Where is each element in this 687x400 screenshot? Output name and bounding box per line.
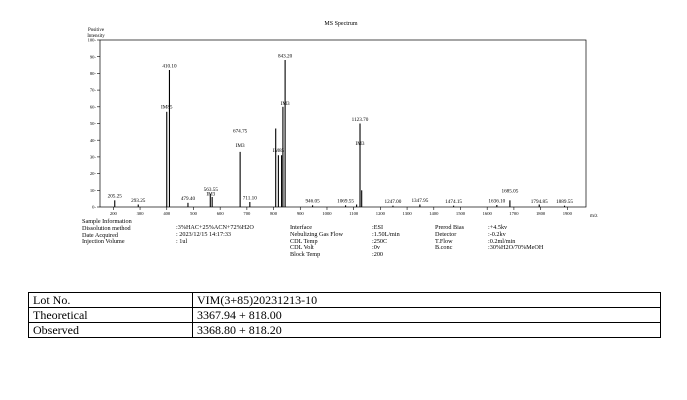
x-tick-label: 600 bbox=[216, 211, 224, 216]
peak-label: 1889.55 bbox=[556, 198, 573, 205]
peak-label: 205.25 bbox=[107, 193, 122, 200]
instrument-col1-labels bbox=[290, 225, 343, 259]
t-flow-value: :0.2ml/min bbox=[488, 237, 516, 245]
table-row bbox=[29, 293, 661, 308]
cdl-volt-value: :0v bbox=[372, 244, 380, 252]
x-tick-label: 1100 bbox=[349, 211, 359, 216]
instrument-col1-values bbox=[372, 225, 400, 259]
table-row bbox=[29, 308, 661, 323]
peak-annotation: IM85 bbox=[272, 147, 285, 154]
sample-info-labels bbox=[82, 219, 132, 246]
peak-annotations bbox=[161, 101, 365, 197]
b-conc-label: B.conc bbox=[435, 244, 453, 252]
peak-labels bbox=[108, 53, 574, 205]
peak-label: 410.10 bbox=[162, 63, 177, 70]
sample-info-values bbox=[176, 225, 254, 245]
x-tick-label: 1500 bbox=[455, 211, 466, 216]
x-tick-label: 400 bbox=[163, 211, 171, 216]
x-tick-label: 1600 bbox=[482, 211, 492, 216]
observed-value: 3368.80 + 818.20 bbox=[193, 323, 661, 338]
lot-no-label: Lot No. bbox=[29, 293, 193, 308]
t-flow-label: T.Flow bbox=[435, 237, 453, 245]
peak-label: 1794.85 bbox=[530, 198, 548, 205]
dissolution-method-label: Dissolution method bbox=[82, 224, 131, 232]
x-tick-label: 200 bbox=[109, 211, 117, 216]
injection-volume-value: : 1ul bbox=[176, 237, 188, 245]
detector-label: Detector bbox=[435, 230, 457, 238]
nebulizing-gas-flow-value: :1.50L/min bbox=[372, 230, 400, 238]
cdl-temp-value: :250C bbox=[372, 237, 388, 245]
x-tick-label: 900 bbox=[296, 211, 304, 216]
x-tick-label: 1700 bbox=[509, 211, 519, 216]
peak-annotation: IM85 bbox=[160, 104, 173, 111]
detector-value: :-0.2kv bbox=[488, 230, 506, 238]
cdl-volt-label: CDL Volt bbox=[290, 244, 314, 252]
peak-label: 843.20 bbox=[277, 53, 293, 60]
instrument-col2-labels bbox=[435, 225, 464, 252]
x-axis-label: m/z bbox=[590, 214, 598, 219]
y-tick-label: 30- bbox=[89, 154, 96, 160]
nebulizing-gas-flow-label: Nebulizing Gas Flow bbox=[290, 230, 343, 238]
peak-annotation: IM3 bbox=[280, 101, 290, 108]
peak-label: 711.10 bbox=[242, 195, 257, 202]
x-tick-label: 1300 bbox=[402, 211, 412, 216]
peak-label: 479.40 bbox=[180, 196, 196, 203]
peak-label: 1347.95 bbox=[411, 197, 429, 204]
y-tick-label: 0- bbox=[92, 204, 96, 210]
injection-volume-label: Injection Volume bbox=[82, 238, 125, 246]
y-axis bbox=[88, 38, 100, 210]
cdl-temp-label: CDL Temp bbox=[290, 237, 318, 245]
peak-label: 563.55 bbox=[203, 186, 218, 193]
peak-annotation: IM3 bbox=[206, 191, 216, 198]
theoretical-value: 3367.94 + 818.00 bbox=[193, 308, 661, 323]
peak-label: 1069.55 bbox=[337, 198, 354, 205]
chart-title: MS Spectrum bbox=[324, 21, 358, 27]
prerod-bias-label: Prerod Bias bbox=[435, 224, 465, 231]
x-tick-label: 1800 bbox=[536, 211, 546, 216]
instrument-col2-values bbox=[488, 225, 543, 252]
y-tick-label: 20- bbox=[89, 171, 96, 177]
peak-label: 1636.10 bbox=[488, 198, 506, 205]
block-temp-value: :200 bbox=[372, 251, 384, 259]
y-axis-label-line2: Intensity bbox=[87, 34, 105, 39]
y-tick-label: 70- bbox=[89, 87, 96, 93]
peak-label: 946.05 bbox=[305, 198, 320, 205]
results-table bbox=[28, 292, 661, 338]
interface-label: Interface bbox=[290, 224, 312, 231]
y-tick-label: 10- bbox=[89, 187, 96, 193]
y-tick-label: 50- bbox=[89, 121, 96, 127]
x-tick-label: 1200 bbox=[375, 211, 385, 216]
peak-label: 293.25 bbox=[131, 197, 146, 204]
lot-no-value: VIM(3+85)20231213-10 bbox=[193, 293, 661, 308]
peak-label: 674.75 bbox=[232, 128, 248, 135]
b-conc-value: :30%H2O/70%MeOH bbox=[488, 244, 544, 252]
theoretical-label: Theoretical bbox=[29, 308, 193, 323]
dissolution-method-value: :3%HAC+25%ACN+72%H2O bbox=[176, 224, 254, 231]
x-tick-label: 800 bbox=[270, 211, 278, 216]
prerod-bias-value: :+4.5kv bbox=[488, 224, 508, 231]
x-tick-label: 1000 bbox=[322, 211, 332, 216]
x-tick-label: 1900 bbox=[562, 211, 572, 216]
x-tick-label: 300 bbox=[136, 211, 144, 216]
x-axis bbox=[110, 207, 573, 216]
sample-info-heading: Sample Information bbox=[82, 218, 132, 225]
peak-annotation: IM3 bbox=[355, 141, 365, 148]
interface-value: :ESI bbox=[372, 224, 384, 231]
date-acquired-label: Date Acquired bbox=[82, 231, 118, 239]
date-acquired-value: : 2023/12/15 14:17:33 bbox=[176, 230, 232, 238]
block-temp-label: Block Temp bbox=[290, 251, 321, 259]
table-row bbox=[29, 323, 661, 338]
observed-label: Observed bbox=[29, 323, 193, 338]
y-tick-label: 40- bbox=[89, 137, 96, 143]
y-tick-label: 80- bbox=[89, 71, 96, 76]
peak-bars bbox=[115, 60, 565, 207]
y-tick-label: 100- bbox=[87, 37, 96, 43]
y-axis-label-line1: Positive bbox=[87, 28, 105, 33]
peak-label: 1685.05 bbox=[501, 188, 519, 195]
peak-label: 1474.15 bbox=[445, 198, 463, 205]
peak-annotation: IM3 bbox=[235, 142, 245, 149]
y-tick-label: 60- bbox=[89, 104, 96, 110]
x-tick-label: 1400 bbox=[429, 211, 439, 216]
x-tick-label: 500 bbox=[190, 211, 197, 216]
peak-label: 1247.00 bbox=[384, 198, 402, 205]
y-tick-label: 90- bbox=[89, 54, 96, 60]
x-tick-label: 700 bbox=[243, 211, 251, 216]
peak-label: 1123.70 bbox=[351, 116, 369, 123]
